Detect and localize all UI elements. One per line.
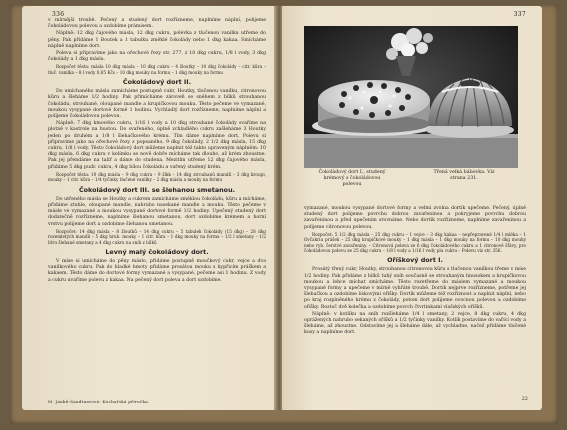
left-text-column xyxy=(48,18,266,285)
ingredient-budget: Rozpočet těsta: másla 10 dkg másla – 10 dkg cukru – 4 žloutky – 10 dkg čokolády – citr. kůra – tluč. vanilka – 8 l vody 0,65 Kčs – 10 dkg mouky na formu – 1 dkg mouky na formu xyxy=(48,64,266,75)
page-number: 336 xyxy=(52,11,65,18)
right-page xyxy=(282,6,542,410)
page-number: 337 xyxy=(513,11,526,18)
right-text-column xyxy=(304,206,526,338)
paragraph: Náplně: v kotlíku na sníh rozšleháme 1/4 l smetany, 2 vejce, 8 dkg cukru, 4 dkg oprážených nahrubo sekaných oříšků a 1/2 tyčinky vanilky. Kotlík postavíme do vařící vody a šleháme, až zhoustne. Odstavíme jej a šleháme dále, až vychladne, načež přidáme tlučené kusy a naplníme dort. xyxy=(304,311,526,336)
cakes-photo-illustration xyxy=(304,26,518,168)
recipe-heading: Čokoládový dort III. se šlehanou smetanou. xyxy=(78,185,236,194)
page-footer: M. Janků-Sandtnerová: Kuchařská příručka. xyxy=(48,399,150,404)
cakes-photo xyxy=(304,26,518,168)
chocolate-cake xyxy=(312,80,436,136)
paragraph: V míse si umícháme do pěny máslo, přidáme postupně moučkový cukr, vejce a dva vanilkového cukru. Pak do hladké hmoty přidáme prosátou mouku s kypřicím práškem a kakaem. Těsto dáme do dortové formy vymazané a vysypané, pečeme asi 1 hodinu. Z vody a cukru uvaříme polevu z kakaa. Na pečený dort poleva a dort ozdobíme. xyxy=(48,258,266,283)
paragraph: Prosátý třený cukr, Houtky, strouhanou citronovou kůru s tlučenou vanilkou třeme v míse 1/2 hodiny. Pak přidáme z bílků tuhý sníh současně se strouhaným hnusokem a krupičkovou moukou a lehce míchat smícháme. Těsto rozetřeme do máslem vymazané a moukou vysypané formy a upečeme v mírně vyhřáté troubě. Dortík nejprve rozřízneme, potřeme jej šlehačkou a ozdobíme lískovými oříšky. Dortík můžeme též rozříznout a naplnit náplní, nebo po kraj rozplněného krému z čokolády, potom dort polijeme ovocnou polevou a ozdobíme oříšky. Roztoč dvě kolečka a ozdobíme povrch čtvrtinkami vlašských oříšků. xyxy=(304,267,526,310)
ingredient-budget: Rozpočet: 5 1/2 dkg másla – 25 dkg cukru – 1 vejce – 3 dkg kakaa – nepřepravené 1/4 l mléka – 1 Ovčakriu prášek – 25 dkg krupičkové mouky – 1 dkg másla – 1 dkg mouky na formu – 10 dkg mouky nebo ryb. čerstvé zavařeniny. – Citronová poleva ze 6 dkg čokoládového cukru a 1 citronové šťávy, pro čokoládovou polevu ze 25 dkg cukru – 1/8 l vody a 1/16 l vody plu cukru – Polevu viz str. 356. xyxy=(304,231,526,254)
paragraph: Náplně: 7 dkg kmového cukru, 1/16 l vody a 10 dkg strouhané čokolády svaříme na plotně v kastrole na hustou. Do svařeného, úplně zchladlého cukru zašleháme 3 Houtky jeden po druhém a 1/8 l šlehačkového krému. Tím dáme naplníme dort. Polevu si připravíme jako na ořechové řezy z popsaného, 9 dkg čokolády, 2 1/2 dkg másla, 15 dkg cukru, 1/8 l vody. Těsto čokoládový dort můžeme naplnit též takto upraveným náplněm: 10 dkg másla, 6 dkg cukru v kelímku se nově dobře mícháme tak dlouho, až krém zhoustne. Pak jej přendáme na talíř a dáme do studena. Mezitím utřeme 12 dkg čajového másla, přidáme 5 dkg pudr. cukru, 4 dkg bílou čokoládu a vařený studený krém. xyxy=(48,121,266,170)
signature-mark: 22 xyxy=(521,396,528,402)
recipe-heading: Oříškový dort I. xyxy=(387,256,443,265)
recipe-heading: Čokoládový dort II. xyxy=(122,78,192,87)
paragraph: v mírnějši troubě. Pečený a studený dort rozřízneme, naplníme náplní, polijeme čokoládovou polevou a ozdobíme prámisem. xyxy=(48,18,266,30)
paragraph: Poleva si připravíme jako na ořechové řezy str. 277, z 10 dkg cukru, 1/8 l vody, 3 dkg čokolády a 1 dkg másla. xyxy=(48,51,266,63)
paragraph: Do utřeného másla se Houtky a cukrem zamícháme změklou čokoládu, kůru a mícháme, přidáme ztuhle, oloupané mandle, nahrubo nasekané mandle a mouku. Těsto pečeme v másle ve vymazané a moukou vysypané dortové formě 1/2 hodiny. Upečený studený dort dodatečně rozřízneme, naplníme šlehanou smetanou, dort ozdobíme krémem a horní vrstvu polijeme dort a ozdobíme šlehanou smetanou. xyxy=(48,196,266,227)
ingredient-budget: Rozpočet těsta: 10 dkg másla – 9 dkg cukru – 9 žlkk – 14 dkg strouhanů mandlí – 3 dkg kroupi, mouky – 1 citr. kůra – 1/4 tyčinky tlučené vanilky – 2 dkg másla a mouky na formu xyxy=(48,171,266,183)
paragraph: vymazané, moukou vysypané dortové formy a velmi zvolna dortík upečeme. Pečený, úplně studený dort polijeme povrchu dobrou zavařeninou a pokryjeme povrchu dobrou zavařeninou a před upečením srovnáme. Nebo dortík rozřízneme, naplníme zavařeninou a polijeme citronovou polevou. xyxy=(304,206,526,230)
photo-caption-right: Třená velká bábovka. Viz strana 231. xyxy=(433,170,495,181)
recipe-heading: Levný malý čokoládový dort. xyxy=(105,247,209,256)
paragraph: Do umíchaného másla zamícháme postupně cukr, Houtky, tlučenou vanilku, citronovou kůru a šleháme 1/2 hodiny. Pak přimícháme zároveň se sněhem z bílků strouhanou čokoládu, strouhané, oloupané mandle a krupičkovou mouku. Těsto pečeme ve vymazané, moukou vysypané dortové formě 1 hodinu. Vychladlý dort rozřízneme, naplníme náplní a polijeme čokoládovou polevou. xyxy=(48,89,266,120)
left-page xyxy=(22,6,276,410)
paragraph: Náplně: 12 dkg čajového másla, 12 dkg cukru, polévka z tlučenou vanilku utřeme do pěny. Pak přidáme 1 Boutek a 1 tabulku změklé čokolády nebo 1 dkg kakaa. Smícháme náplně naplníme dort. xyxy=(48,31,266,49)
ingredient-budget: Rozpočet: 14 dkg másla – 8 žloutků – 14 dkg cukru – 5 tabulek čokolády (15 dkg) – 28 dkg rozemletých mandlí – 5 dkg hrub. mouky – 1 citr. kůra – 1 dkg mouky na formu – 1/2 l smetany – 1/2 litru šlehané smetany a 4 dkg cukru na sníh z bílků xyxy=(48,228,266,245)
photo-caption-left: Čokoládový dort I., studený krémový s čokoládovou polevou xyxy=(318,170,386,187)
